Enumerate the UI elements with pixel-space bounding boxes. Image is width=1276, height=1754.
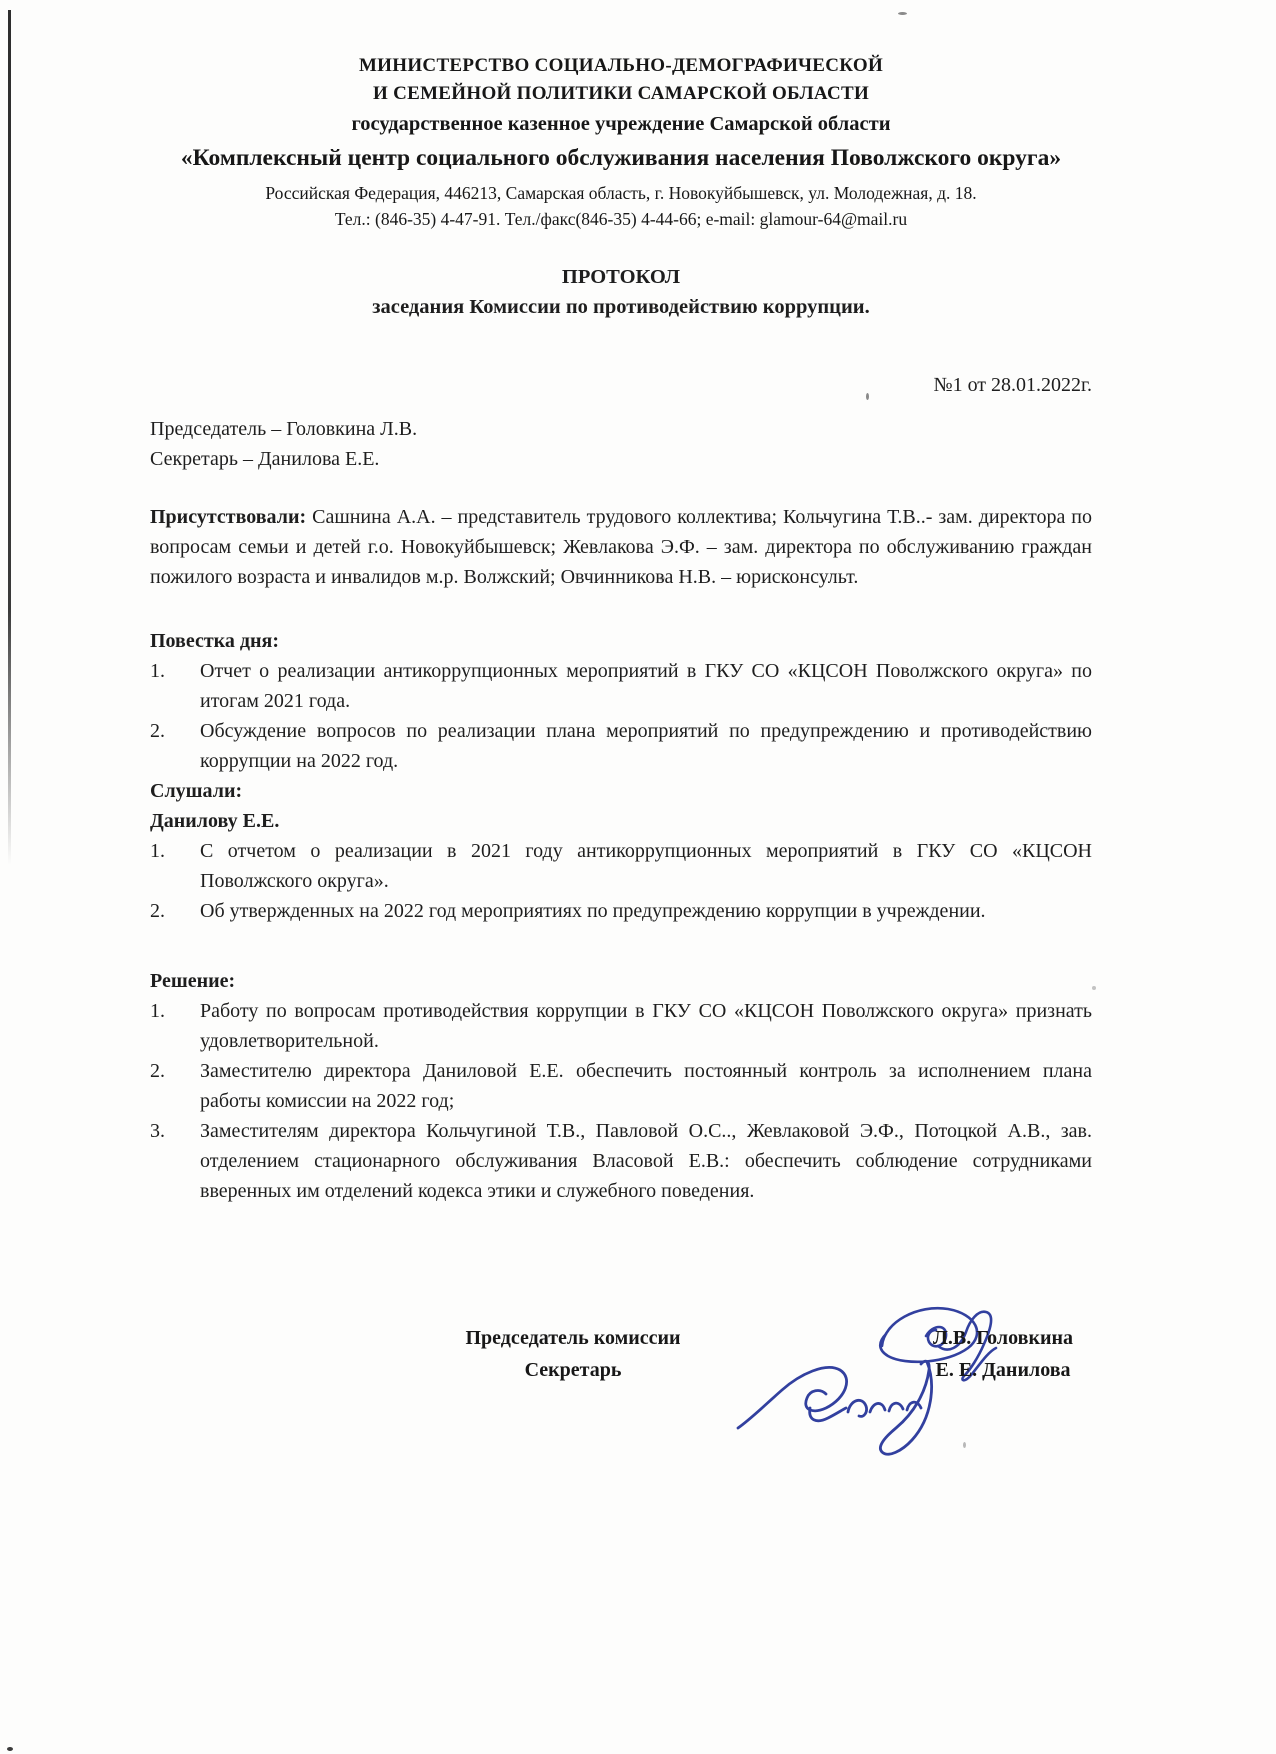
- agenda-heading: Повестка дня:: [150, 630, 280, 652]
- institution-type: государственное казенное учреждение Самарской области: [351, 113, 891, 135]
- institution-contacts: Тел.: (846-35) 4-47-91. Тел./факс(846-35) 4-44-66; e-mail: glamour-64@mail.ru: [334, 209, 908, 229]
- heard-speaker: Данилову Е.Е.: [150, 810, 280, 832]
- item-number: 2.: [150, 1060, 165, 1082]
- agenda-list: [150, 656, 1092, 776]
- signature-names: [918, 1322, 1088, 1386]
- scan-edge-artifact: [8, 10, 11, 865]
- heard-item: [150, 896, 1092, 926]
- item-text: Отчет о реализации антикоррупционных мероприятий в ГКУ СО «КЦСОН Поволжского округа» по итогам 2021 года.: [200, 660, 1092, 712]
- agenda-item: [150, 656, 1092, 716]
- heard-heading: Слушали:: [150, 780, 243, 802]
- attendees-label: Присутствовали:: [150, 506, 307, 528]
- secretary-signature: [738, 1361, 932, 1454]
- item-text: Работу по вопросам противодействия коррупции в ГКУ СО «КЦСОН Поволжского округа» признать удовлетворительной.: [200, 1000, 1092, 1052]
- item-text: Заместителю директора Даниловой Е.Е. обеспечить постоянный контроль за исполнением плана работы комиссии на 2022 год;: [200, 1060, 1092, 1112]
- item-text: Обсуждение вопросов по реализации плана мероприятий по предупреждению и противодействию коррупции на 2022 год.: [200, 720, 1092, 772]
- heard-list: [150, 836, 1092, 926]
- item-number: 2.: [150, 720, 165, 742]
- protocol-number-date: №1 от 28.01.2022г.: [933, 374, 1092, 396]
- decision-heading: Решение:: [150, 970, 236, 992]
- secretary-role-label: Секретарь: [524, 1359, 622, 1381]
- ministry-name-line2: И СЕМЕЙНОЙ ПОЛИТИКИ САМАРСКОЙ ОБЛАСТИ: [372, 83, 870, 104]
- item-number: 1.: [150, 1000, 165, 1022]
- institution-name: «Комплексный центр социального обслуживания населения Поволжского округа»: [180, 145, 1062, 171]
- scan-speck: [1092, 986, 1096, 990]
- attendees-text: Сашнина А.А. – представитель трудового коллектива; Кольчугина Т.В..- зам. директора по вопросам семьи и детей г.о. Новокуйбышевск; Жевлакова Э.Ф. – зам. директора по обслуживанию граждан пожилого возраста и инвалидов м.р. Волжский; Овчинникова Н.В. – юрисконсульт.: [150, 506, 1092, 588]
- item-number: 2.: [150, 900, 165, 922]
- decision-item: [150, 1116, 1092, 1206]
- item-number: 1.: [150, 840, 165, 862]
- decision-item: [150, 1056, 1092, 1116]
- item-text: Об утвержденных на 2022 год мероприятиях по предупреждению коррупции в учреждении.: [200, 900, 986, 922]
- decision-list: [150, 996, 1092, 1206]
- chairman-line: Председатель – Головкина Л.В.: [150, 418, 418, 440]
- secretary-name: Е. Е. Данилова: [935, 1359, 1071, 1381]
- scan-speck: [7, 1747, 13, 1751]
- item-text: С отчетом о реализации в 2021 году антикоррупционных мероприятий в ГКУ СО «КЦСОН Поволжского округа».: [200, 840, 1092, 892]
- document-title: ПРОТОКОЛ: [561, 266, 681, 288]
- secretary-line: Секретарь – Данилова Е.Е.: [150, 448, 380, 470]
- organization-header: [150, 0, 1092, 232]
- chairman-name: Л.В. Головкина: [932, 1327, 1074, 1349]
- signature-block: [0, 1300, 1276, 1480]
- decision-item: [150, 996, 1092, 1056]
- chairman-role-label: Председатель комиссии: [465, 1327, 681, 1349]
- institution-address: Российская Федерация, 446213, Самарская область, г. Новокуйбышевск, ул. Молодежная, д. 18.: [265, 183, 977, 203]
- ministry-name-line1: МИНИСТЕРСТВО СОЦИАЛЬНО-ДЕМОГРАФИЧЕСКОЙ: [358, 55, 884, 76]
- item-number: 1.: [150, 660, 165, 682]
- officials-block: [150, 414, 1092, 474]
- agenda-item: [150, 716, 1092, 776]
- item-number: 3.: [150, 1120, 165, 1142]
- heard-item: [150, 836, 1092, 896]
- item-text: Заместителям директора Кольчугиной Т.В., Павловой О.С.., Жевлаковой Э.Ф., Потоцкой А.В., зав. отделением стационарного обслуживания Власовой Е.В.: обеспечить соблюдение сотрудниками вверенных им отделений кодекса этики и служебного поведения.: [200, 1120, 1092, 1202]
- attendees-paragraph: [150, 502, 1092, 592]
- document-subtitle: заседания Комиссии по противодействию коррупции.: [372, 296, 870, 318]
